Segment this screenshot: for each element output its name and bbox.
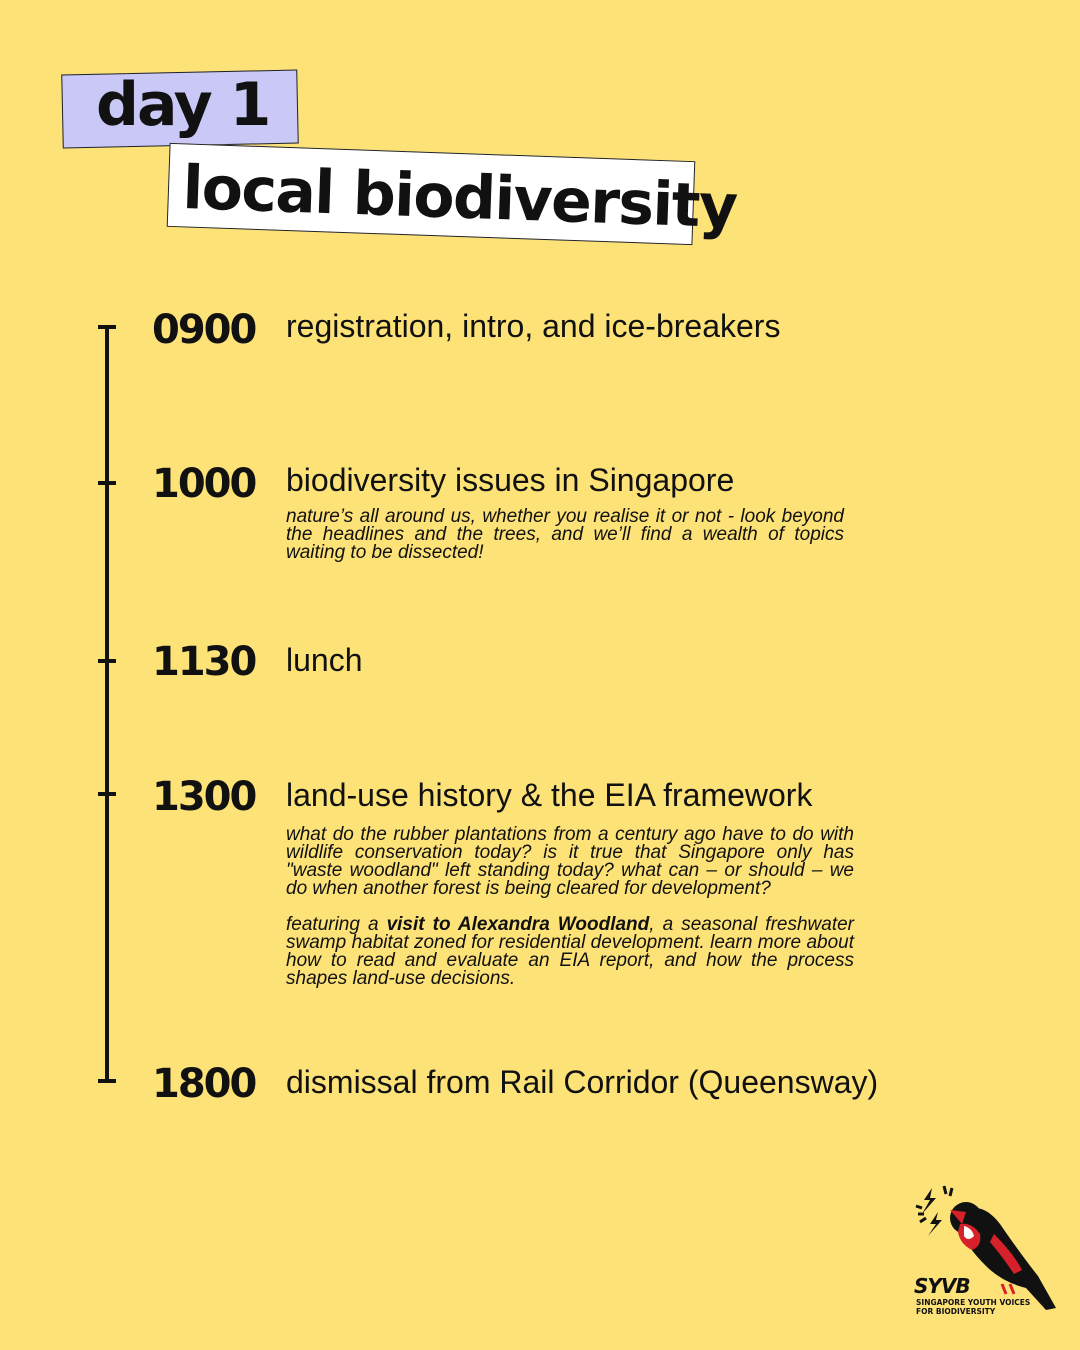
feature-paragraph [286,916,854,988]
schedule-time: 1800 [152,1061,256,1107]
feature-highlight: visit to Alexandra Woodland [386,914,650,935]
schedule-time: 0900 [152,307,256,353]
timeline-tick [98,792,116,796]
schedule-title: registration, intro, and ice-breakers [286,308,781,344]
schedule-time: 1000 [152,461,256,507]
logo-name: SYVB [914,1274,970,1298]
timeline-tick [98,325,116,329]
logo-tagline: SINGAPORE YOUTH VOICES FOR BIODIVERSITY [916,1298,1031,1316]
timeline-tick [98,481,116,485]
feature-prefix: featuring a [286,914,387,935]
schedule-title: dismissal from Rail Corridor (Queensway) [286,1064,879,1100]
schedule-title: land-use history & the EIA framework [286,777,813,813]
schedule-time: 1130 [152,639,256,685]
schedule-description [286,826,854,988]
timeline-line [105,325,109,1083]
timeline-tick [98,1079,116,1083]
description-paragraph: what do the rubber plantations from a century ago have to do with wildlife conservation today? is it true that Singapore only has "waste woodland" left standing today? what can – or should – we do when another forest is being cleared for development? [286,824,854,899]
schedule-description: nature’s all around us, whether you realise it or not - look beyond the headlines and the trees, and we’ll find a wealth of topics waiting to be dissected! [286,506,844,563]
schedule-title: lunch [286,642,363,678]
feature-suffix: , a seasonal freshwater swamp habitat zoned for residential development. learn more about how to read and evaluate an EIA report, and how the process shapes land-use decisions. [286,914,854,989]
schedule-time: 1300 [152,774,256,820]
timeline-tick [98,659,116,663]
day-label: day 1 [96,70,270,140]
schedule-title: biodiversity issues in Singapore [286,462,735,498]
page-title: local biodiversity [181,152,738,243]
